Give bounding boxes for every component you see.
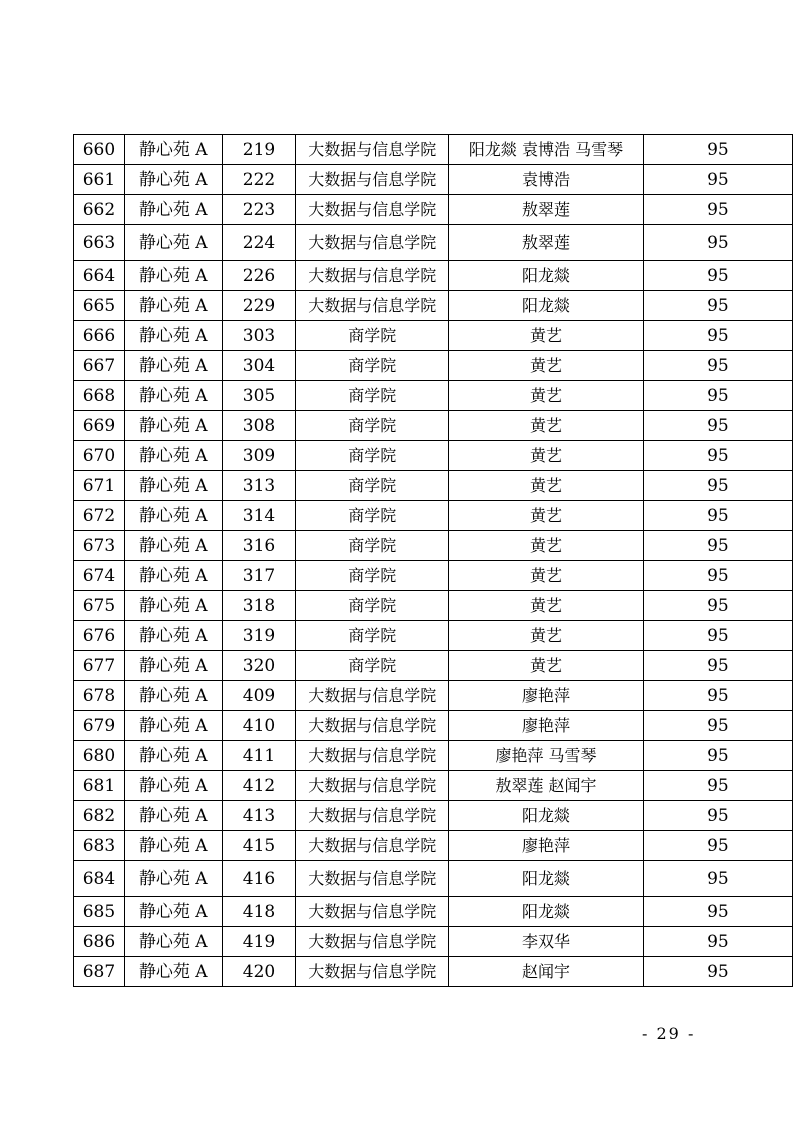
college-cell: 商学院 — [296, 621, 449, 651]
score-cell: 95 — [643, 321, 792, 351]
building-cell: 静心苑 A — [124, 621, 222, 651]
score-cell: 95 — [643, 927, 792, 957]
table-row — [74, 927, 793, 957]
row-number: 668 — [74, 381, 125, 411]
teacher-cell: 阳龙燚 — [449, 261, 644, 291]
building-cell: 静心苑 A — [124, 957, 222, 987]
score-cell: 95 — [643, 501, 792, 531]
teacher-cell: 廖艳萍 马雪琴 — [449, 741, 644, 771]
room-cell: 316 — [222, 531, 296, 561]
teacher-cell: 黄艺 — [449, 381, 644, 411]
building-cell: 静心苑 A — [124, 225, 222, 261]
score-cell: 95 — [643, 711, 792, 741]
row-number: 672 — [74, 501, 125, 531]
score-cell: 95 — [643, 681, 792, 711]
college-cell: 大数据与信息学院 — [296, 927, 449, 957]
table-row — [74, 621, 793, 651]
row-number: 665 — [74, 291, 125, 321]
score-cell: 95 — [643, 651, 792, 681]
college-cell: 商学院 — [296, 531, 449, 561]
score-cell: 95 — [643, 261, 792, 291]
row-number: 685 — [74, 897, 125, 927]
table-row — [74, 957, 793, 987]
score-cell: 95 — [643, 165, 792, 195]
table-row — [74, 291, 793, 321]
score-cell: 95 — [643, 195, 792, 225]
college-cell: 大数据与信息学院 — [296, 801, 449, 831]
row-number: 686 — [74, 927, 125, 957]
table-row — [74, 711, 793, 741]
room-cell: 303 — [222, 321, 296, 351]
row-number: 660 — [74, 135, 125, 165]
room-cell: 318 — [222, 591, 296, 621]
row-number: 682 — [74, 801, 125, 831]
building-cell: 静心苑 A — [124, 927, 222, 957]
teacher-cell: 黄艺 — [449, 411, 644, 441]
college-cell: 商学院 — [296, 591, 449, 621]
college-cell: 大数据与信息学院 — [296, 771, 449, 801]
row-number: 687 — [74, 957, 125, 987]
teacher-cell: 黄艺 — [449, 351, 644, 381]
room-cell: 317 — [222, 561, 296, 591]
table-row — [74, 321, 793, 351]
room-cell: 222 — [222, 165, 296, 195]
teacher-cell: 敖翠莲 — [449, 225, 644, 261]
teacher-cell: 敖翠莲 赵闻宇 — [449, 771, 644, 801]
row-number: 684 — [74, 861, 125, 897]
table-row — [74, 351, 793, 381]
table-row — [74, 261, 793, 291]
building-cell: 静心苑 A — [124, 441, 222, 471]
room-cell: 226 — [222, 261, 296, 291]
row-number: 681 — [74, 771, 125, 801]
score-cell: 95 — [643, 621, 792, 651]
score-cell: 95 — [643, 591, 792, 621]
room-cell: 229 — [222, 291, 296, 321]
score-cell: 95 — [643, 741, 792, 771]
teacher-cell: 廖艳萍 — [449, 711, 644, 741]
building-cell: 静心苑 A — [124, 501, 222, 531]
college-cell: 大数据与信息学院 — [296, 957, 449, 987]
room-cell: 416 — [222, 861, 296, 897]
room-cell: 305 — [222, 381, 296, 411]
building-cell: 静心苑 A — [124, 291, 222, 321]
college-cell: 大数据与信息学院 — [296, 741, 449, 771]
row-number: 670 — [74, 441, 125, 471]
table-row — [74, 561, 793, 591]
score-cell: 95 — [643, 135, 792, 165]
college-cell: 商学院 — [296, 471, 449, 501]
score-cell: 95 — [643, 411, 792, 441]
room-cell: 409 — [222, 681, 296, 711]
score-cell: 95 — [643, 225, 792, 261]
college-cell: 大数据与信息学院 — [296, 861, 449, 897]
teacher-cell: 袁博浩 — [449, 165, 644, 195]
table-row — [74, 591, 793, 621]
teacher-cell: 李双华 — [449, 927, 644, 957]
room-cell: 308 — [222, 411, 296, 441]
college-cell: 商学院 — [296, 381, 449, 411]
building-cell: 静心苑 A — [124, 135, 222, 165]
teacher-cell: 黄艺 — [449, 651, 644, 681]
room-cell: 313 — [222, 471, 296, 501]
score-cell: 95 — [643, 441, 792, 471]
college-cell: 大数据与信息学院 — [296, 195, 449, 225]
row-number: 666 — [74, 321, 125, 351]
building-cell: 静心苑 A — [124, 195, 222, 225]
building-cell: 静心苑 A — [124, 801, 222, 831]
building-cell: 静心苑 A — [124, 711, 222, 741]
table-row — [74, 831, 793, 861]
page-number: - 29 - — [642, 1024, 696, 1043]
room-cell: 413 — [222, 801, 296, 831]
building-cell: 静心苑 A — [124, 261, 222, 291]
college-cell: 大数据与信息学院 — [296, 291, 449, 321]
table-row — [74, 897, 793, 927]
building-cell: 静心苑 A — [124, 165, 222, 195]
college-cell: 商学院 — [296, 321, 449, 351]
building-cell: 静心苑 A — [124, 351, 222, 381]
row-number: 669 — [74, 411, 125, 441]
building-cell: 静心苑 A — [124, 531, 222, 561]
building-cell: 静心苑 A — [124, 411, 222, 441]
building-cell: 静心苑 A — [124, 897, 222, 927]
room-cell: 319 — [222, 621, 296, 651]
teacher-cell: 敖翠莲 — [449, 195, 644, 225]
teacher-cell: 黄艺 — [449, 531, 644, 561]
teacher-cell: 黄艺 — [449, 561, 644, 591]
room-cell: 309 — [222, 441, 296, 471]
row-number: 680 — [74, 741, 125, 771]
row-number: 675 — [74, 591, 125, 621]
row-number: 671 — [74, 471, 125, 501]
row-number: 676 — [74, 621, 125, 651]
teacher-cell: 黄艺 — [449, 321, 644, 351]
room-cell: 418 — [222, 897, 296, 927]
table-row — [74, 411, 793, 441]
teacher-cell: 赵闻宇 — [449, 957, 644, 987]
room-cell: 223 — [222, 195, 296, 225]
table-body — [74, 135, 793, 987]
room-cell: 224 — [222, 225, 296, 261]
college-cell: 大数据与信息学院 — [296, 261, 449, 291]
teacher-cell: 阳龙燚 — [449, 861, 644, 897]
row-number: 673 — [74, 531, 125, 561]
table-row — [74, 501, 793, 531]
table-row — [74, 681, 793, 711]
table-row — [74, 225, 793, 261]
table-row — [74, 381, 793, 411]
row-number: 679 — [74, 711, 125, 741]
dormitory-score-table — [73, 134, 793, 987]
room-cell: 412 — [222, 771, 296, 801]
row-number: 667 — [74, 351, 125, 381]
teacher-cell: 黄艺 — [449, 591, 644, 621]
building-cell: 静心苑 A — [124, 741, 222, 771]
table-row — [74, 741, 793, 771]
row-number: 661 — [74, 165, 125, 195]
score-cell: 95 — [643, 561, 792, 591]
building-cell: 静心苑 A — [124, 321, 222, 351]
table-row — [74, 441, 793, 471]
score-cell: 95 — [643, 957, 792, 987]
row-number: 662 — [74, 195, 125, 225]
teacher-cell: 阳龙燚 袁博浩 马雪琴 — [449, 135, 644, 165]
score-cell: 95 — [643, 897, 792, 927]
room-cell: 410 — [222, 711, 296, 741]
table-row — [74, 135, 793, 165]
table-row — [74, 801, 793, 831]
room-cell: 320 — [222, 651, 296, 681]
college-cell: 商学院 — [296, 351, 449, 381]
building-cell: 静心苑 A — [124, 471, 222, 501]
college-cell: 大数据与信息学院 — [296, 897, 449, 927]
room-cell: 419 — [222, 927, 296, 957]
college-cell: 大数据与信息学院 — [296, 711, 449, 741]
table-row — [74, 771, 793, 801]
building-cell: 静心苑 A — [124, 651, 222, 681]
teacher-cell: 黄艺 — [449, 471, 644, 501]
score-cell: 95 — [643, 831, 792, 861]
score-cell: 95 — [643, 531, 792, 561]
college-cell: 大数据与信息学院 — [296, 681, 449, 711]
room-cell: 415 — [222, 831, 296, 861]
room-cell: 304 — [222, 351, 296, 381]
teacher-cell: 廖艳萍 — [449, 831, 644, 861]
college-cell: 大数据与信息学院 — [296, 831, 449, 861]
building-cell: 静心苑 A — [124, 561, 222, 591]
room-cell: 411 — [222, 741, 296, 771]
building-cell: 静心苑 A — [124, 591, 222, 621]
score-cell: 95 — [643, 351, 792, 381]
table-row — [74, 531, 793, 561]
college-cell: 商学院 — [296, 441, 449, 471]
college-cell: 商学院 — [296, 411, 449, 441]
building-cell: 静心苑 A — [124, 381, 222, 411]
college-cell: 商学院 — [296, 561, 449, 591]
row-number: 664 — [74, 261, 125, 291]
building-cell: 静心苑 A — [124, 861, 222, 897]
college-cell: 大数据与信息学院 — [296, 135, 449, 165]
teacher-cell: 黄艺 — [449, 501, 644, 531]
room-cell: 314 — [222, 501, 296, 531]
college-cell: 商学院 — [296, 501, 449, 531]
teacher-cell: 黄艺 — [449, 441, 644, 471]
row-number: 663 — [74, 225, 125, 261]
table-row — [74, 651, 793, 681]
college-cell: 大数据与信息学院 — [296, 165, 449, 195]
college-cell: 商学院 — [296, 651, 449, 681]
building-cell: 静心苑 A — [124, 831, 222, 861]
score-cell: 95 — [643, 471, 792, 501]
table-row — [74, 165, 793, 195]
score-cell: 95 — [643, 771, 792, 801]
teacher-cell: 廖艳萍 — [449, 681, 644, 711]
building-cell: 静心苑 A — [124, 681, 222, 711]
teacher-cell: 阳龙燚 — [449, 897, 644, 927]
row-number: 677 — [74, 651, 125, 681]
teacher-cell: 阳龙燚 — [449, 801, 644, 831]
score-cell: 95 — [643, 801, 792, 831]
room-cell: 420 — [222, 957, 296, 987]
score-cell: 95 — [643, 291, 792, 321]
teacher-cell: 黄艺 — [449, 621, 644, 651]
row-number: 683 — [74, 831, 125, 861]
row-number: 674 — [74, 561, 125, 591]
row-number: 678 — [74, 681, 125, 711]
table-row — [74, 195, 793, 225]
building-cell: 静心苑 A — [124, 771, 222, 801]
score-cell: 95 — [643, 381, 792, 411]
room-cell: 219 — [222, 135, 296, 165]
teacher-cell: 阳龙燚 — [449, 291, 644, 321]
score-cell: 95 — [643, 861, 792, 897]
college-cell: 大数据与信息学院 — [296, 225, 449, 261]
table-row — [74, 861, 793, 897]
table-row — [74, 471, 793, 501]
